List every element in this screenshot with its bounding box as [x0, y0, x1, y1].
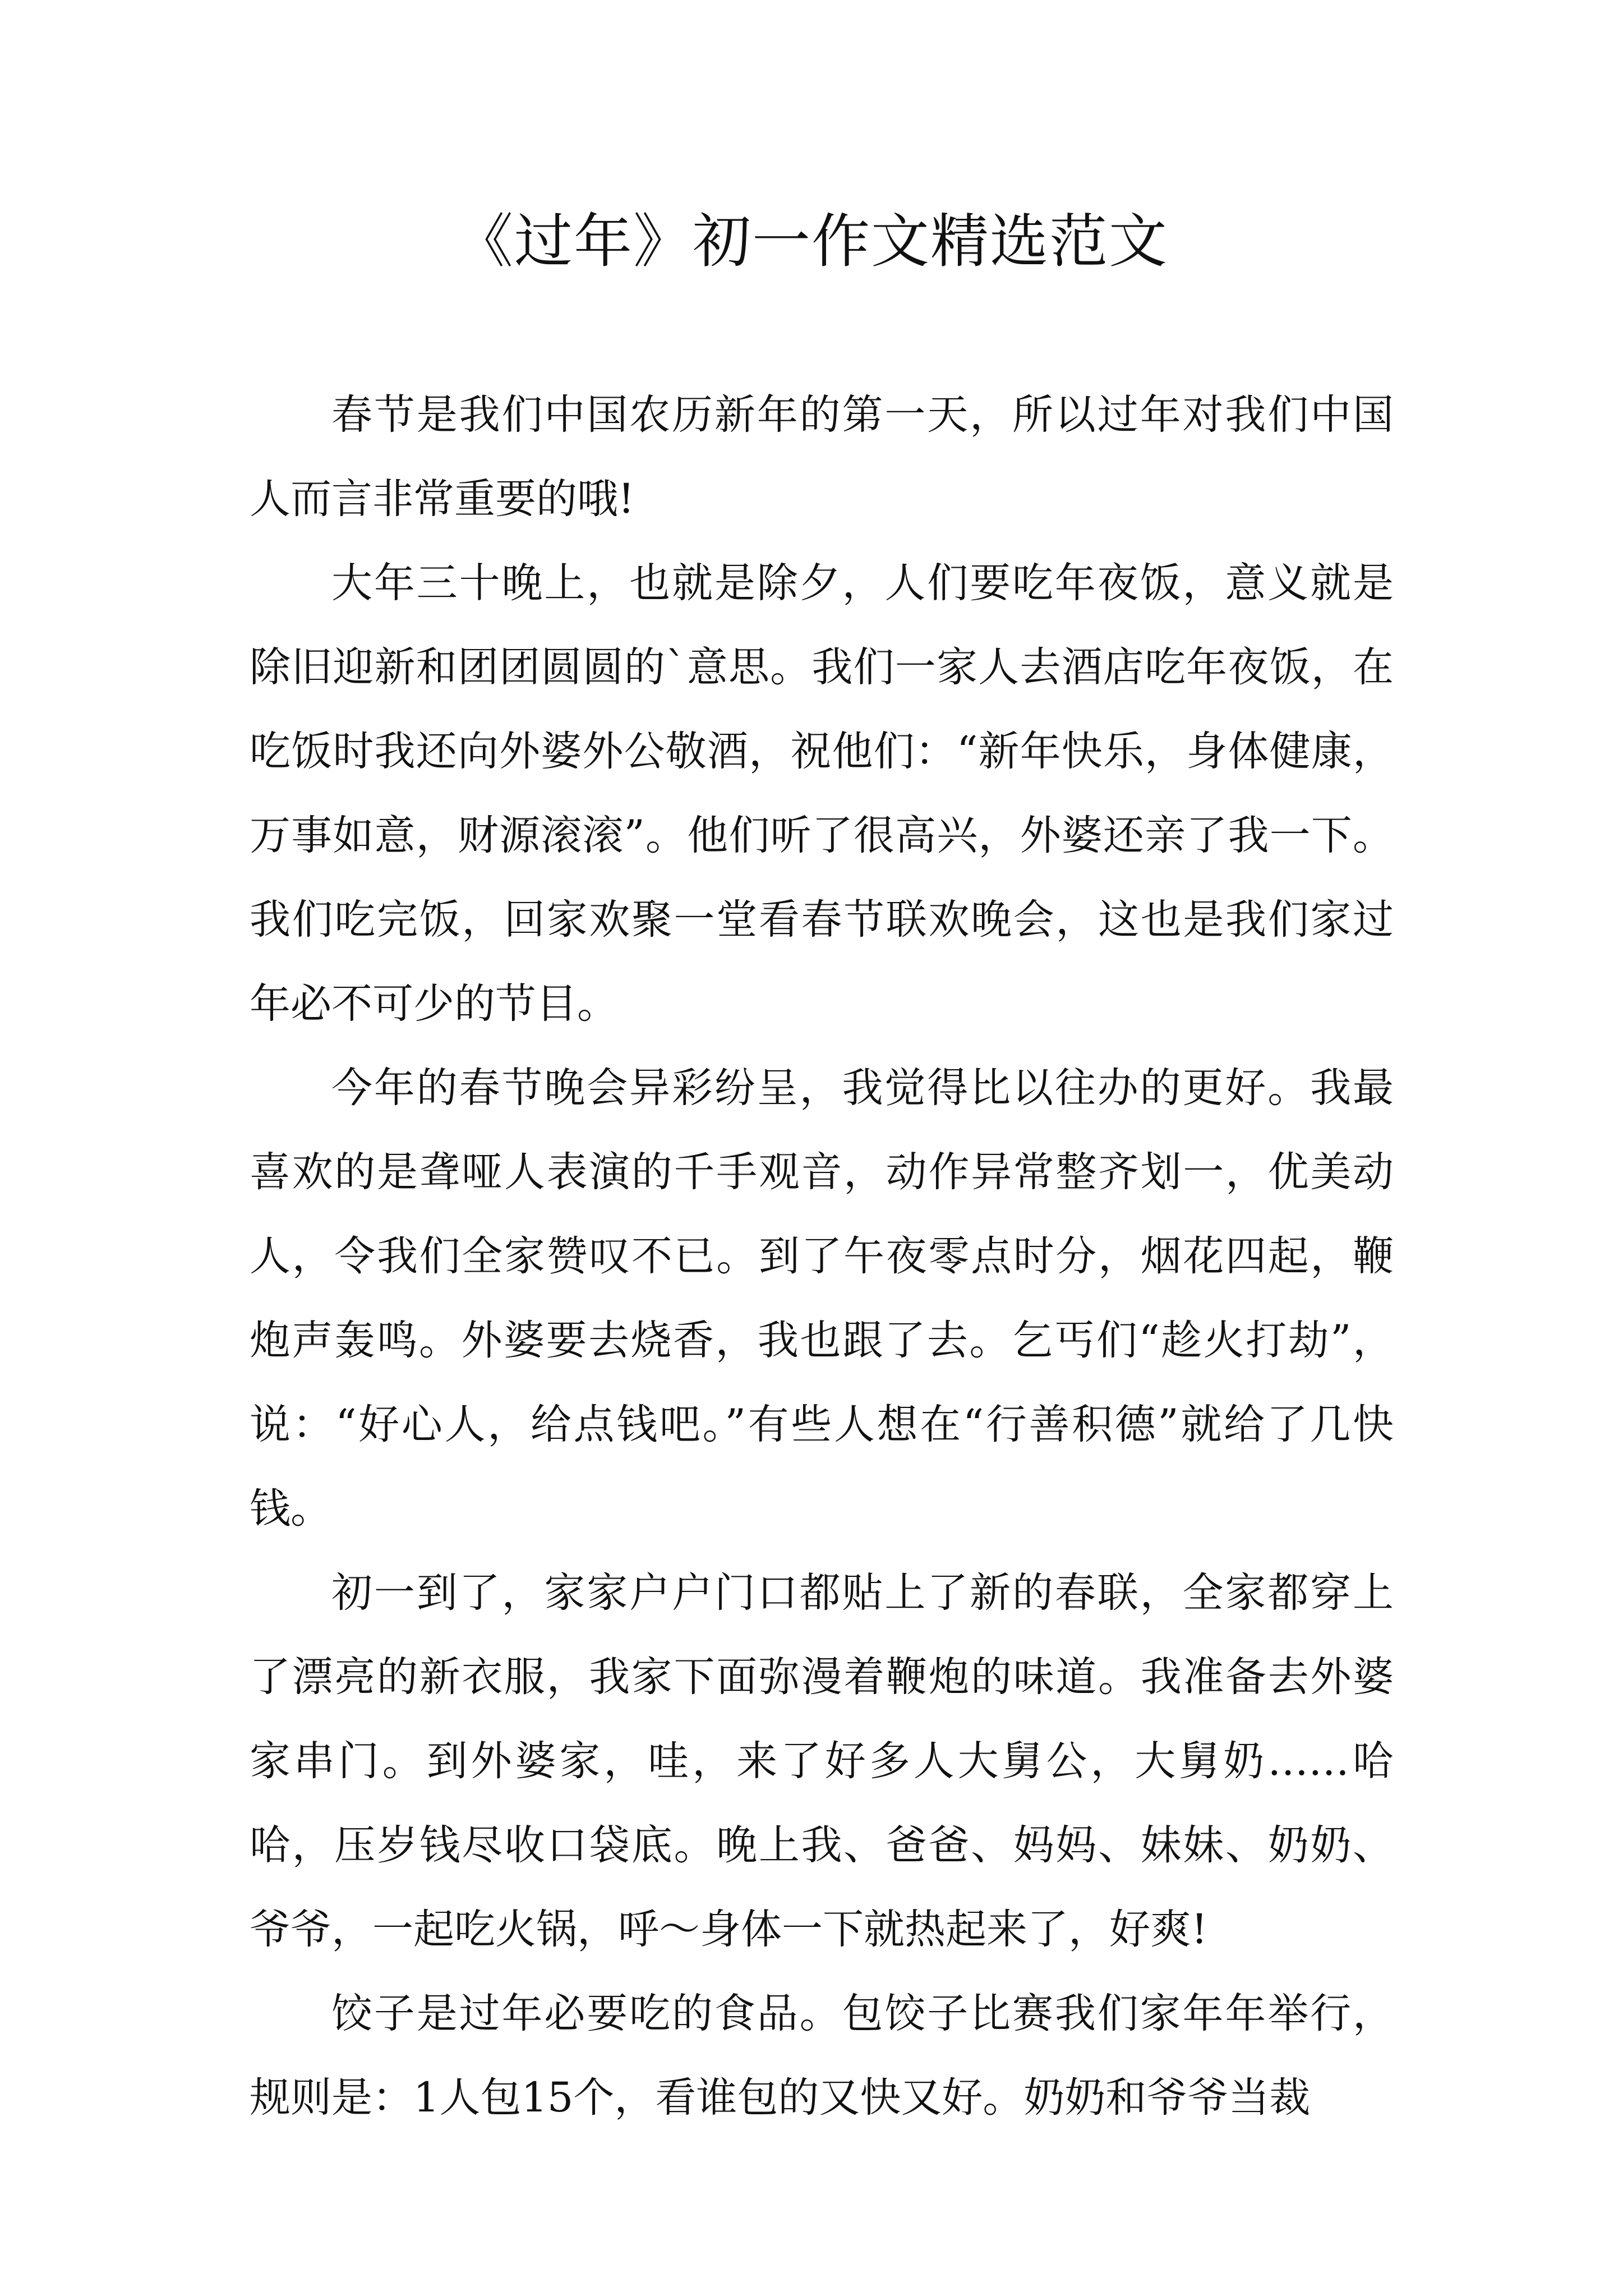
paragraph: 今年的春节晚会异彩纷呈，我觉得比以往办的更好。我最喜欢的是聋哑人表演的千手观音，动作异常整齐划一，优美动人，令我们全家赞叹不已。到了午夜零点时分，烟花四起，鞭炮声轰鸣。外婆要去烧香，我也跟了去。乞丐们“趁火打劫”，说：“好心人，给点钱吧。”有些人想在“行善积德”就给了几快钱。 [250, 1064, 1394, 1533]
paragraph: 饺子是过年必要吃的食品。包饺子比赛我们家年年举行，规则是：1人包15个，看谁包的又快又好。奶奶和爷爷当裁 [250, 1990, 1394, 2122]
paragraph: 初一到了，家家户户门口都贴上了新的春联，全家都穿上了漂亮的新衣服，我家下面弥漫着鞭炮的味道。我准备去外婆家串门。到外婆家，哇，来了好多人大舅公，大舅奶……哈哈，压岁钱尽收口袋底。晚上我、爸爸、妈妈、妹妹、奶奶、爷爷，一起吃火锅，呼～身体一下就热起来了，好爽! [250, 1569, 1394, 1953]
paragraph: 春节是我们中国农历新年的第一天，所以过年对我们中国人而言非常重要的哦! [250, 391, 1394, 523]
document-body [250, 373, 1394, 2140]
document-title: 《过年》初一作文精选范文 [454, 207, 1168, 275]
paragraph: 大年三十晚上，也就是除夕，人们要吃年夜饭，意义就是除旧迎新和团团圆圆的`意思。我们一家人去酒店吃年夜饭，在吃饭时我还向外婆外公敬酒，祝他们：“新年快乐，身体健康，万事如意，财源滚滚”。他们听了很高兴，外婆还亲了我一下。我们吃完饭，回家欢聚一堂看春节联欢晚会，这也是我们家过年必不可少的节目。 [250, 559, 1394, 1028]
